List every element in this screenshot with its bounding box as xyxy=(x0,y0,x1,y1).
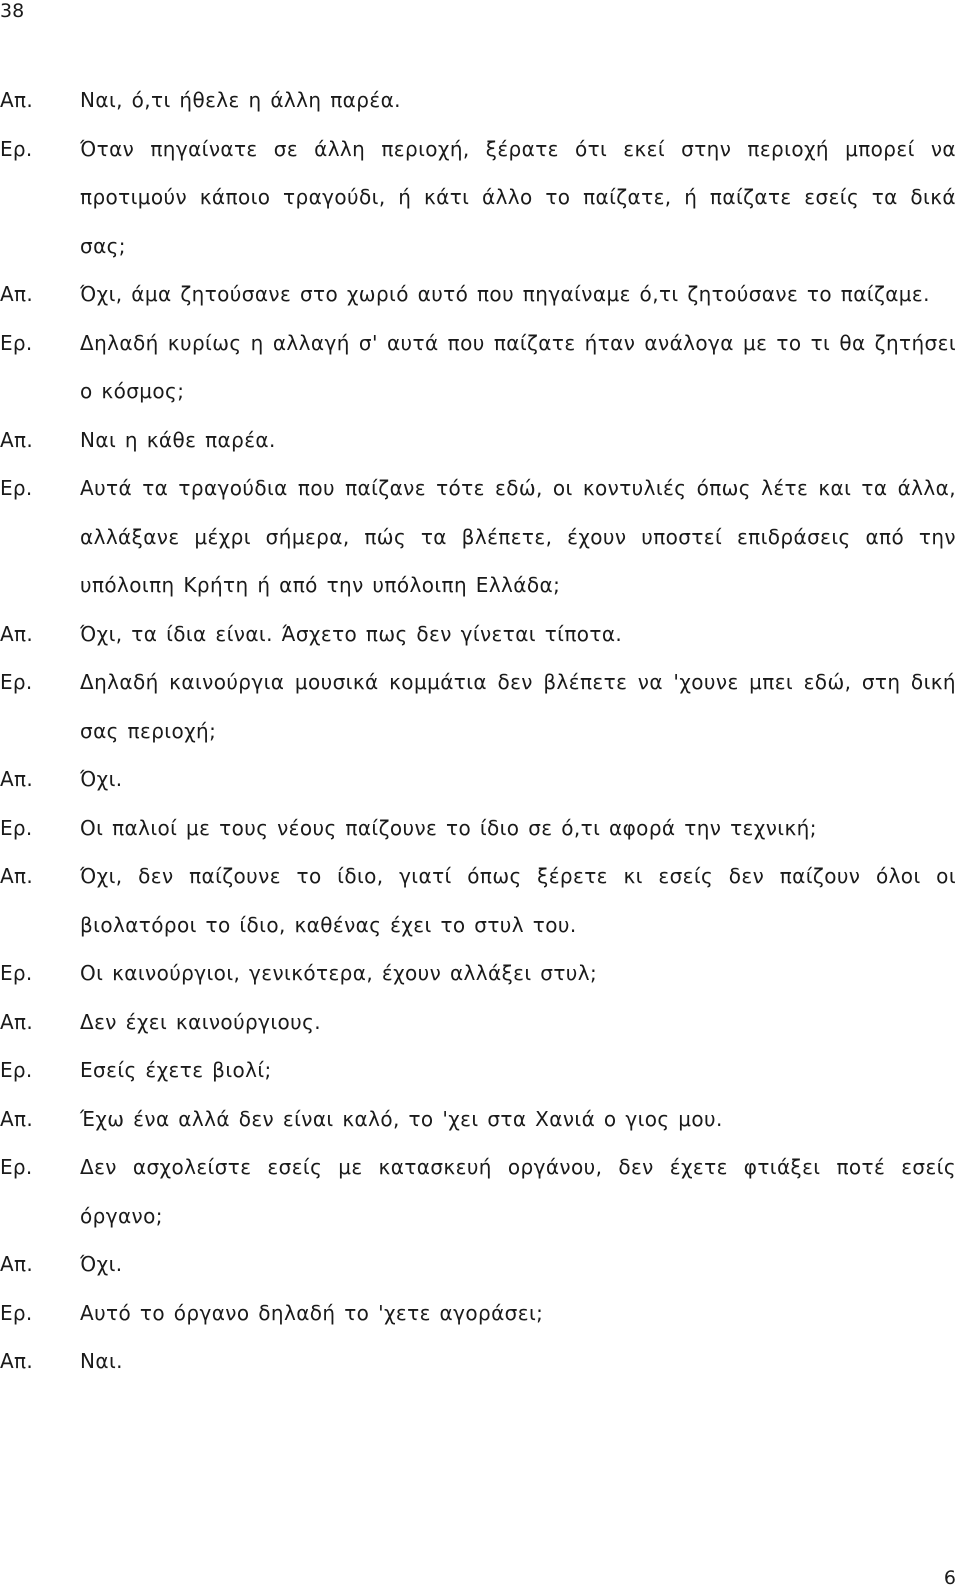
transcript-turn xyxy=(0,319,956,416)
transcript-turn xyxy=(0,755,956,804)
speaker-label: Ερ. xyxy=(0,670,33,694)
utterance-text: Αυτά τα τραγούδια που παίζανε τότε εδώ, οι κοντυλιές όπως λέτε και τα άλλα, αλλάξανε μέχρι σήμερα, πώς τα βλέπετε, έχουν υποστεί επιδράσεις από την υπόλοιπη Κρήτη ή από την υπόλοιπη Ελλάδα; xyxy=(80,476,956,597)
speaker-label: Ερ. xyxy=(0,815,33,840)
transcript-turn xyxy=(0,998,956,1047)
utterance-text: Όχι. xyxy=(80,767,123,791)
utterance-text: Όχι. xyxy=(80,1252,123,1276)
speaker-label: Απ. xyxy=(0,864,33,888)
utterance-text: Ναι, ό,τι ήθελε η άλλη παρέα. xyxy=(80,88,401,112)
speaker-label: Ερ. xyxy=(0,1300,33,1325)
interview-transcript xyxy=(0,76,956,1386)
utterance-text: Αυτό το όργανο δηλαδή το 'χετε αγοράσει; xyxy=(80,1300,544,1325)
speaker-label: Απ. xyxy=(0,1106,33,1131)
transcript-turn xyxy=(0,416,956,465)
speaker-label: Απ. xyxy=(0,1349,33,1373)
utterance-text: Εσείς έχετε βιολί; xyxy=(80,1058,272,1082)
utterance-text: Όχι, τα ίδια είναι. Άσχετο πως δεν γίνεται τίποτα. xyxy=(80,621,623,646)
transcript-turn xyxy=(0,464,956,610)
speaker-label: Ερ. xyxy=(0,1155,33,1179)
transcript-turn xyxy=(0,658,956,755)
utterance-text: Όταν πηγαίνατε σε άλλη περιοχή, ξέρατε ότι εκεί στην περιοχή μπορεί να προτιμούν κάποιο τραγούδι, ή κάτι άλλο το παίζατε, ή παίζατε εσείς τα δικά σας; xyxy=(80,136,956,258)
utterance-text: Δεν ασχολείστε εσείς με κατασκευή οργάνου, δεν έχετε φτιάξει ποτέ εσείς όργανο; xyxy=(80,1155,956,1228)
transcript-turn xyxy=(0,610,956,659)
page-number-bottom: 6 xyxy=(943,1567,956,1589)
utterance-text: Ναι. xyxy=(80,1349,123,1373)
transcript-turn xyxy=(0,852,956,949)
page-number-top: 38 xyxy=(0,0,25,22)
utterance-text: Οι καινούργιοι, γενικότερα, έχουν αλλάξει στυλ; xyxy=(80,961,598,985)
utterance-text: Δεν έχει καινούργιους. xyxy=(80,1009,322,1034)
utterance-text: Όχι, άμα ζητούσανε στο χωριό αυτό που πηγαίναμε ό,τι ζητούσανε το παίζαμε. xyxy=(80,282,930,306)
utterance-text: Ναι η κάθε παρέα. xyxy=(80,427,276,452)
speaker-label: Απ. xyxy=(0,88,33,112)
speaker-label: Απ. xyxy=(0,621,33,646)
transcript-turn xyxy=(0,1143,956,1240)
speaker-label: Ερ. xyxy=(0,476,33,500)
transcript-turn xyxy=(0,1240,956,1289)
utterance-text: Όχι, δεν παίζουνε το ίδιο, γιατί όπως ξέρετε κι εσείς δεν παίζουν όλοι οι βιολατόροι το ίδιο, καθένας έχει το στυλ του. xyxy=(80,864,956,937)
speaker-label: Ερ. xyxy=(0,1058,33,1082)
transcript-turn xyxy=(0,1337,956,1386)
utterance-text: Οι παλιοί με τους νέους παίζουνε το ίδιο σε ό,τι αφορά την τεχνική; xyxy=(80,815,817,840)
transcript-turn xyxy=(0,270,956,319)
speaker-label: Απ. xyxy=(0,767,33,791)
speaker-label: Απ. xyxy=(0,282,33,306)
transcript-turn xyxy=(0,1095,956,1144)
speaker-label: Ερ. xyxy=(0,136,33,161)
transcript-turn xyxy=(0,76,956,125)
transcript-turn xyxy=(0,1046,956,1095)
transcript-turn xyxy=(0,949,956,998)
utterance-text: Δηλαδή καινούργια μουσικά κομμάτια δεν βλέπετε να 'χουνε μπει εδώ, στη δική σας περιοχή; xyxy=(80,670,956,743)
transcript-turn xyxy=(0,1289,956,1338)
speaker-label: Ερ. xyxy=(0,330,33,355)
speaker-label: Απ. xyxy=(0,1009,33,1034)
utterance-text: Δηλαδή κυρίως η αλλαγή σ' αυτά που παίζατε ήταν ανάλογα με το τι θα ζητήσει ο κόσμος; xyxy=(80,330,956,403)
transcript-turn xyxy=(0,125,956,271)
speaker-label: Απ. xyxy=(0,427,33,452)
speaker-label: Απ. xyxy=(0,1252,33,1276)
transcript-turn xyxy=(0,804,956,853)
speaker-label: Ερ. xyxy=(0,961,33,985)
utterance-text: Έχω ένα αλλά δεν είναι καλό, το 'χει στα Χανιά ο γιος μου. xyxy=(80,1106,723,1131)
